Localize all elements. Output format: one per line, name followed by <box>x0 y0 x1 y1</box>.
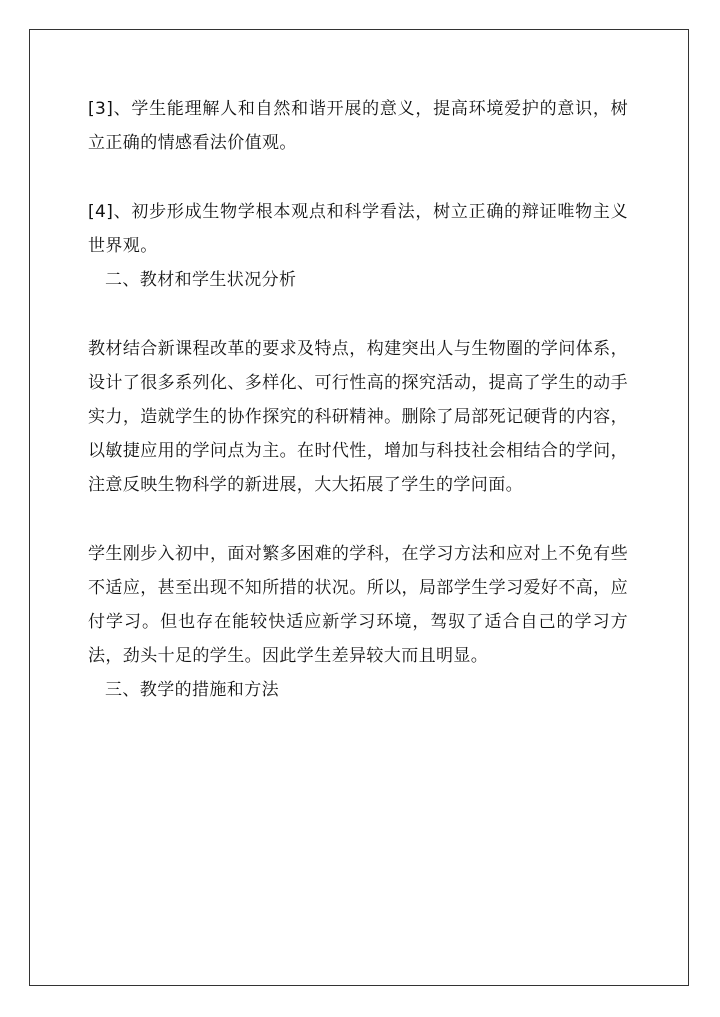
goal-4-paragraph: [4]、初步形成生物学根本观点和科学看法，树立正确的辩证唯物主义世界观。 <box>88 202 628 256</box>
section-2-heading: 二、教材和学生状况分析 <box>105 270 297 290</box>
section-3-heading: 三、教学的措施和方法 <box>105 680 279 700</box>
goal-3-paragraph: [3]、学生能理解人和自然和谐开展的意义，提高环境爱护的意识，树立正确的情感看法价值观。 <box>88 99 628 153</box>
document-body <box>88 92 628 707</box>
student-analysis-paragraph: 学生刚步入初中，面对繁多困难的学科，在学习方法和应对上不免有些不适应，甚至出现不知所措的状况。所以，局部学生学习爱好不高，应付学习。但也存在能较快适应新学习环境，驾驭了适合自己的学习方法，劲头十足的学生。因此学生差异较大而且明显。 <box>88 544 628 666</box>
material-analysis-paragraph: 教材结合新课程改革的要求及特点，构建突出人与生物圈的学问体系，设计了很多系列化、多样化、可行性高的探究活动，提高了学生的动手实力，造就学生的协作探究的科研精神。删除了局部死记硬背的内容，以敏捷应用的学问点为主。在时代性，增加与科技社会相结合的学问，注意反映生物科学的新进展，大大拓展了学生的学问面。 <box>88 339 628 495</box>
